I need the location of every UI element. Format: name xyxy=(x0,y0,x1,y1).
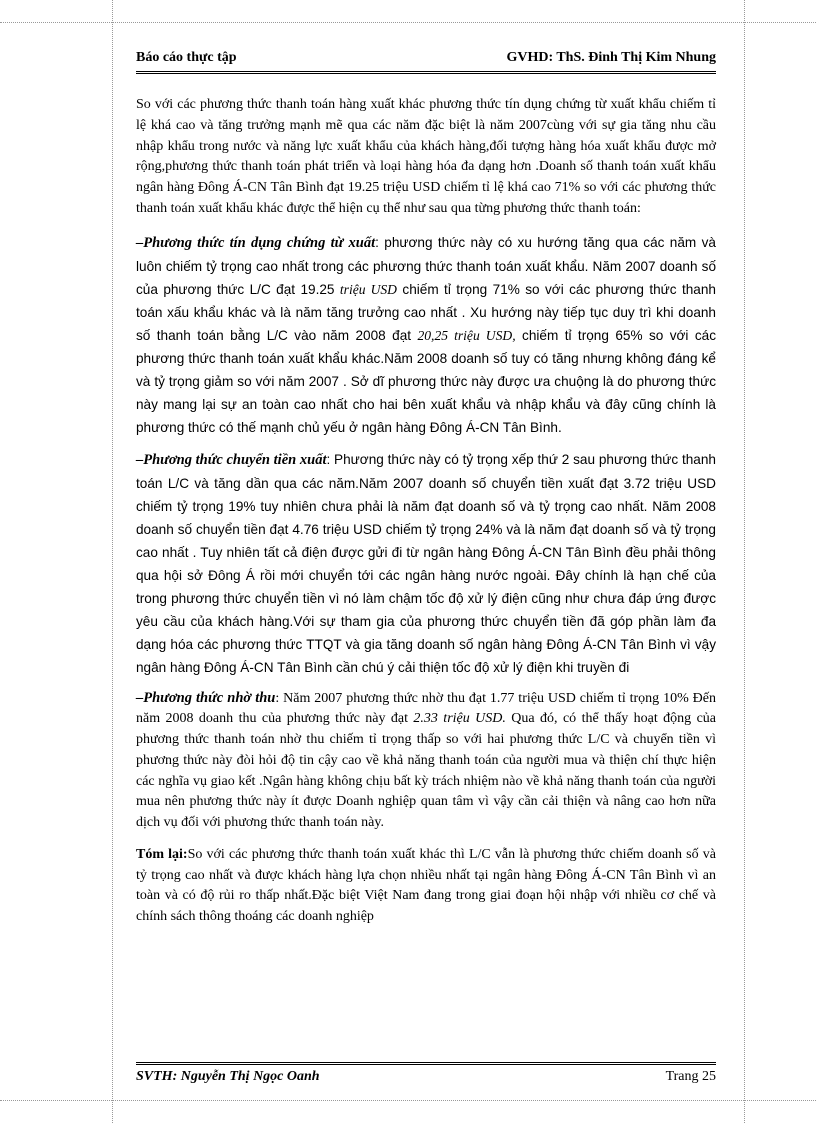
lc-emphasis-2: 20,25 triệu USD, xyxy=(417,327,516,343)
page-margin-guide-top xyxy=(0,22,816,23)
transfer-heading: –Phương thức chuyển tiền xuất xyxy=(136,451,327,468)
page-margin-guide-right xyxy=(744,0,745,1123)
lc-text-1: : phương thức này có xu hướng tăng qua các năm và luôn chiếm tỷ trọng cao nhất trong các phương thức thanh toán xuất khẩu. Năm 2007 doanh số của phương thức L/C đạt 19.25 xyxy=(136,234,716,297)
collection-heading: –Phương thức nhờ thu xyxy=(136,689,276,706)
collection-paragraph xyxy=(136,688,716,834)
page-margin-guide-left xyxy=(112,0,113,1123)
collection-emphasis: 2.33 triệu USD. xyxy=(413,711,506,727)
lc-text-2: chiếm tỉ trọng 71% so với các phương thức thanh toán xấu khẩu khác và là năm tăng trưởng cao nhất . Xu hướng này tiếp tục duy trì khi doanh số thanh toán bằng L/C vào năm 2008 đạt xyxy=(136,281,716,343)
page-header xyxy=(136,48,716,70)
lc-paragraph xyxy=(136,231,716,439)
header-report-title: Báo cáo thực tập xyxy=(136,50,237,65)
page-margin-guide-bottom xyxy=(0,1100,816,1101)
transfer-paragraph xyxy=(136,448,716,679)
footer-page-number: Trang 25 xyxy=(665,1069,716,1084)
summary-text: So với các phương thức thanh toán xuất khác thì L/C vẫn là phương thức chiếm doanh số và tỷ trọng cao nhất và được khách hàng lựa chọn nhiều nhất tại ngân hàng Đông Á-CN Tân Bình vì an toàn và có độ rủi ro thấp nhất.Đặc biệt Việt Nam đang trong giai đoạn hội nhập với nhiều cơ chế và chính sách thông thoáng các doanh nghiệp xyxy=(136,846,716,925)
header-advisor: GVHD: ThS. Đinh Thị Kim Nhung xyxy=(506,50,716,65)
lc-heading: –Phương thức tín dụng chứng từ xuất xyxy=(136,234,376,251)
collection-text-1: : Năm 2007 phương thức nhờ thu đạt 1.77 triệu USD chiếm tỉ trọng 10% Đến năm 2008 doanh thu của phương thức này đạt xyxy=(136,690,716,727)
lc-emphasis-1: triệu USD xyxy=(339,281,397,297)
collection-text-2: Qua đó, có thể thấy hoạt động của phương thức thanh toán nhờ thu chiếm tỉ trọng thấp so với hai phương thức L/C và chuyển tiền vì phương thức này đòi hỏi độ tin cậy cao về khả năng thanh toán của người mua và thiện chí thực hiện các nghĩa vụ giao kết .Ngân hàng không chịu bất kỳ trách nhiệm nào về khả năng thanh toán của người mua nên phương thức này ít được Doanh nghiệp quan tâm vì vậy cần cải thiện và nâng cao hơn nữa dịch vụ đối với phương thức thanh toán này. xyxy=(136,711,716,830)
footer-student-name: SVTH: Nguyễn Thị Ngọc Oanh xyxy=(136,1069,320,1084)
footer-rule xyxy=(136,1062,716,1065)
summary-paragraph xyxy=(136,845,716,928)
header-rule xyxy=(136,71,716,74)
document-body xyxy=(136,95,716,928)
lc-text-3: chiếm tỉ trọng 65% so với các phương thức thanh toán xuất khẩu khác.Năm 2008 doanh số tuy có tăng nhưng không đáng kể và tỷ trọng giảm so với năm 2007 . Sở dĩ phương thức này được ưa chuộng là do phương thức này mang lại sự an toàn cao nhất cho hai bên xuất khẩu và nhập khẩu và đây cũng chính là phương thức có thế mạnh chủ yếu ở ngân hàng Đông Á-CN Tân Bình. xyxy=(136,327,717,435)
summary-heading: Tóm lại: xyxy=(136,846,188,862)
transfer-text: : Phương thức này có tỷ trọng xếp thứ 2 sau phương thức thanh toán L/C và tăng dần qua các năm.Năm 2007 doanh số chuyển tiền xuất đạt 3.72 triệu USD chiếm tỷ trọng 19% tuy nhiên chưa phải là năm đạt doanh số và tỷ trọng cao nhất. Năm 2008 doanh số chuyển tiền đạt 4.76 triệu USD chiếm tỷ trọng 24% và là năm đạt doanh số và tỷ trọng cao nhất . Tuy nhiên tất cả điện được gửi đi từ ngân hàng Đông Á-CN Tân Bình đều phải thông qua hội sở Đông Á rồi mới chuyển tới các ngân hàng nước ngoài. Đây chính là hạn chế của trong phương thức chuyển tiền vì nó làm chậm tốc độ xử lý điện cũng như chưa đáp ứng được yêu cầu của khách hàng.Với sự tham gia của phương thức chuyển tiền đã góp phần làm đa dạng hóa các phương thức TTQT và gia tăng doanh số ngân hàng Đông Á-CN Tân Bình vì vậy ngân hàng Đông Á-CN Tân Bình cần chú ý cải thiện tốc độ xử lý điện khi truyền đi xyxy=(136,451,716,675)
intro-paragraph: So với các phương thức thanh toán hàng xuất khác phương thức tín dụng chứng từ xuất khẩu chiếm tỉ lệ khá cao và tăng trưởng mạnh mẽ qua các năm đặc biệt là năm 2007cùng với sự gia tăng nhu cầu nhập khẩu trong nước và năng lực xuất khẩu của khách hàng,đối tượng hàng hóa xuất khẩu được mở rộng,phương thức thanh toán phát triển và loại hàng hóa đa dạng hơn .Doanh số thanh toán xuất khẩu ngân hàng Đông Á-CN Tân Bình đạt 19.25 triệu USD chiếm tỉ lệ khá cao 71% so với các phương thức thanh toán xuất khẩu khác được thể hiện cụ thể như sau qua từng phương thức thanh toán: xyxy=(136,97,716,216)
